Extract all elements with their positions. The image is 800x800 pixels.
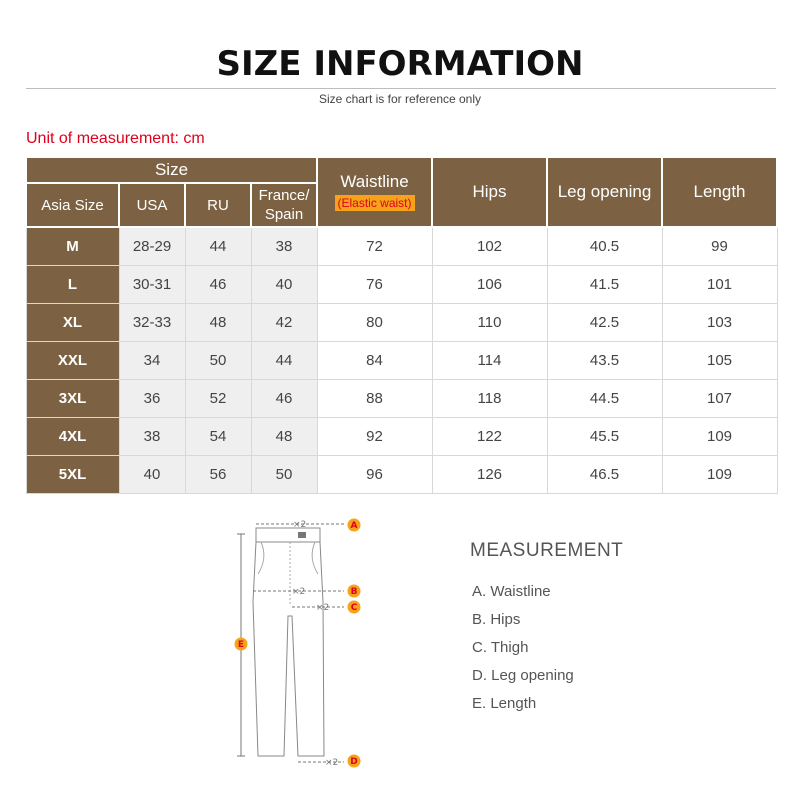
spain-label: Spain xyxy=(264,206,304,223)
france-cell: 48 xyxy=(251,417,317,455)
legend-item-thigh: C. Thigh xyxy=(472,639,529,656)
table-row xyxy=(26,417,777,455)
table-row xyxy=(26,303,777,341)
button-shape xyxy=(298,532,306,538)
thigh-multiplier: ×2 xyxy=(316,603,330,613)
waistline-header xyxy=(317,157,432,227)
ru-cell: 46 xyxy=(185,265,251,303)
usa-cell: 36 xyxy=(119,379,185,417)
leg-cell: 43.5 xyxy=(547,341,662,379)
france-cell: 42 xyxy=(251,303,317,341)
hips-cell: 118 xyxy=(432,379,547,417)
waist-cell: 80 xyxy=(317,303,432,341)
length-cell: 107 xyxy=(662,379,777,417)
usa-cell: 28-29 xyxy=(119,227,185,265)
measurement-title: MEASUREMENT xyxy=(470,540,624,561)
measurement-legend xyxy=(472,582,574,722)
marker-e-label: E xyxy=(237,640,245,650)
length-cell: 99 xyxy=(662,227,777,265)
hips-cell: 114 xyxy=(432,341,547,379)
length-cell: 109 xyxy=(662,455,777,493)
leg-cell: 42.5 xyxy=(547,303,662,341)
legend-item-hips: B. Hips xyxy=(472,611,521,628)
waist-cell: 72 xyxy=(317,227,432,265)
unit-note: Unit of measurement: cm xyxy=(26,130,205,147)
france-label: France/ xyxy=(258,187,310,204)
france-cell: 40 xyxy=(251,265,317,303)
hips-cell: 126 xyxy=(432,455,547,493)
size-label-cell: M xyxy=(26,227,119,265)
waist-cell: 92 xyxy=(317,417,432,455)
hips-cell: 110 xyxy=(432,303,547,341)
size-label-cell: 3XL xyxy=(26,379,119,417)
usa-cell: 38 xyxy=(119,417,185,455)
pocket-left-shape xyxy=(258,542,264,574)
legend-item-waistline: A. Waistline xyxy=(472,583,551,600)
size-label-cell: L xyxy=(26,265,119,303)
pants-outline-shape xyxy=(253,542,324,756)
france-spain-header xyxy=(251,183,317,227)
leg-cell: 41.5 xyxy=(547,265,662,303)
ru-cell: 54 xyxy=(185,417,251,455)
size-label-cell: 4XL xyxy=(26,417,119,455)
title-divider xyxy=(26,88,776,89)
waistband-shape xyxy=(256,528,320,542)
leg-opening-header: Leg opening xyxy=(547,157,662,227)
size-table xyxy=(25,156,778,494)
ru-cell: 44 xyxy=(185,227,251,265)
legend-item-length: E. Length xyxy=(472,695,537,712)
page-subtitle: Size chart is for reference only xyxy=(318,92,482,106)
waist-multiplier: ×2 xyxy=(293,520,307,530)
france-cell: 46 xyxy=(251,379,317,417)
elastic-waist-badge: (Elastic waist) xyxy=(335,195,415,211)
waist-cell: 84 xyxy=(317,341,432,379)
length-cell: 103 xyxy=(662,303,777,341)
hips-multiplier: ×2 xyxy=(292,587,306,597)
marker-d-label: D xyxy=(350,757,358,767)
leg-multiplier: ×2 xyxy=(325,758,339,768)
waist-cell: 88 xyxy=(317,379,432,417)
length-cell: 109 xyxy=(662,417,777,455)
table-row xyxy=(26,379,777,417)
hips-cell: 122 xyxy=(432,417,547,455)
hips-header: Hips xyxy=(432,157,547,227)
size-label-cell: 5XL xyxy=(26,455,119,493)
legend-item-leg-opening: D. Leg opening xyxy=(472,667,574,684)
france-cell: 38 xyxy=(251,227,317,265)
usa-cell: 34 xyxy=(119,341,185,379)
usa-cell: 32-33 xyxy=(119,303,185,341)
ru-cell: 50 xyxy=(185,341,251,379)
leg-cell: 40.5 xyxy=(547,227,662,265)
ru-cell: 56 xyxy=(185,455,251,493)
asia-size-header: Asia Size xyxy=(26,183,119,227)
table-row xyxy=(26,455,777,493)
length-cell: 101 xyxy=(662,265,777,303)
ru-header: RU xyxy=(185,183,251,227)
ru-cell: 52 xyxy=(185,379,251,417)
size-label-cell: XXL xyxy=(26,341,119,379)
pants-diagram xyxy=(228,512,378,772)
leg-cell: 45.5 xyxy=(547,417,662,455)
marker-b-label: B xyxy=(350,587,358,597)
size-group-header: Size xyxy=(26,157,317,183)
usa-header: USA xyxy=(119,183,185,227)
waistline-label: Waistline xyxy=(340,172,409,191)
hips-cell: 102 xyxy=(432,227,547,265)
table-row xyxy=(26,341,777,379)
waist-cell: 76 xyxy=(317,265,432,303)
ru-cell: 48 xyxy=(185,303,251,341)
size-label-cell: XL xyxy=(26,303,119,341)
table-row xyxy=(26,227,777,265)
page-title: SIZE INFORMATION xyxy=(216,44,584,84)
hips-cell: 106 xyxy=(432,265,547,303)
table-row xyxy=(26,265,777,303)
length-cell: 105 xyxy=(662,341,777,379)
marker-a-label: A xyxy=(350,521,358,531)
leg-cell: 44.5 xyxy=(547,379,662,417)
pocket-right-shape xyxy=(312,542,318,574)
leg-cell: 46.5 xyxy=(547,455,662,493)
usa-cell: 30-31 xyxy=(119,265,185,303)
france-cell: 50 xyxy=(251,455,317,493)
waist-cell: 96 xyxy=(317,455,432,493)
usa-cell: 40 xyxy=(119,455,185,493)
marker-c-label: C xyxy=(350,603,358,613)
length-header: Length xyxy=(662,157,777,227)
france-cell: 44 xyxy=(251,341,317,379)
